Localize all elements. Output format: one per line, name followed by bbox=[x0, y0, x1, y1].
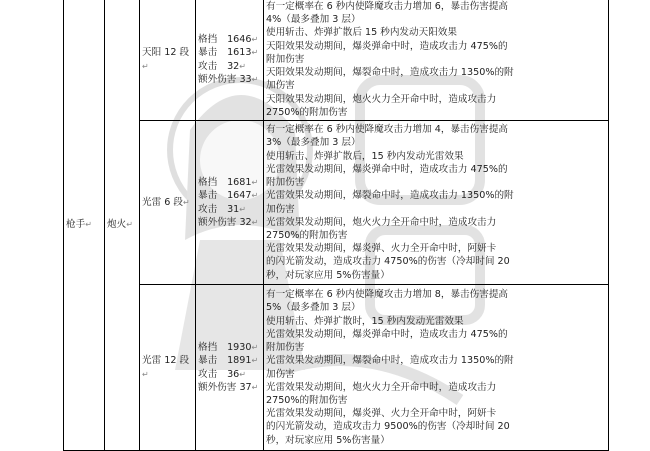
description-line: 秒，对玩家应用 5%伤害量） bbox=[266, 269, 390, 281]
stat-row bbox=[198, 176, 261, 189]
stat-key: 暴击 bbox=[198, 190, 218, 202]
stat-row bbox=[198, 73, 261, 86]
table-row bbox=[64, 0, 609, 121]
paragraph-mark: ↵ bbox=[239, 369, 246, 379]
paragraph-mark: ↵ bbox=[251, 356, 259, 366]
stat-value: 31 bbox=[227, 203, 240, 215]
table-row bbox=[64, 285, 609, 451]
description-line: 2750%的附加伤害 bbox=[266, 106, 348, 118]
stat-row bbox=[198, 189, 261, 202]
paragraph-mark: ↵ bbox=[251, 382, 259, 392]
description-cell bbox=[264, 0, 609, 121]
section-name-cell bbox=[140, 0, 196, 121]
description-line: 光雷效果发动期间，爆炎弹、火力全开命中时，阿妍卡 bbox=[266, 408, 497, 420]
stat-key: 攻击 bbox=[198, 203, 218, 215]
stat-value: 1613 bbox=[227, 47, 252, 59]
paragraph-mark: ↵ bbox=[251, 191, 259, 201]
stat-value: 1681 bbox=[227, 177, 252, 189]
stat-value: 32 bbox=[239, 216, 252, 228]
paragraph-mark: ↵ bbox=[239, 204, 246, 214]
section-name: 光雷 6 段 bbox=[142, 196, 183, 208]
stat-key: 暴击 bbox=[198, 355, 218, 367]
description-line: 加伤害 bbox=[266, 203, 295, 215]
description-line: 天阳效果发动期间，炮火火力全开命中时，造成攻击力 bbox=[266, 93, 497, 105]
paragraph-mark: ↵ bbox=[251, 35, 259, 45]
paragraph-mark: ↵ bbox=[182, 197, 190, 207]
stat-key: 暴击 bbox=[198, 47, 218, 59]
stat-value: 37 bbox=[239, 381, 252, 393]
description-line: 有一定概率在 6 秒内使降魔攻击力增加 8，暴击伤害提高 bbox=[266, 289, 509, 301]
stat-key: 额外伤害 bbox=[198, 381, 237, 393]
paragraph-mark: ↵ bbox=[239, 61, 246, 71]
stat-key: 格挡 bbox=[198, 177, 218, 189]
stat-value: 36 bbox=[227, 368, 240, 380]
description-line: 附加伤害 bbox=[266, 342, 305, 354]
stat-row bbox=[198, 216, 261, 229]
description-line: 加伤害 bbox=[266, 80, 295, 92]
weapon-cell bbox=[105, 0, 140, 451]
description-cell bbox=[264, 285, 609, 451]
stat-key: 格挡 bbox=[198, 34, 218, 46]
stat-key: 格挡 bbox=[198, 342, 218, 354]
stat-row bbox=[198, 46, 261, 59]
description-line: 附加伤害 bbox=[266, 53, 305, 65]
description-line: 使用斩击、炸弹扩散后 15 秒内发动天阳效果 bbox=[266, 27, 457, 39]
description-line: 天阳效果发动期间，爆炎弹命中时，造成攻击力 475%的 bbox=[266, 40, 508, 52]
description-line: 光雷效果发动期间，爆裂命中时，造成攻击力 1350%的附 bbox=[266, 355, 514, 367]
paragraph-mark: ↵ bbox=[142, 61, 149, 71]
description-line: 光雷效果发动期间，爆炎弹命中时，造成攻击力 475%的 bbox=[266, 328, 508, 340]
stat-row bbox=[198, 60, 261, 73]
stats-cell bbox=[196, 285, 264, 451]
stat-value: 1646 bbox=[227, 34, 252, 46]
stat-value: 1647 bbox=[227, 190, 252, 202]
class-cell bbox=[64, 0, 105, 451]
section-name-cell bbox=[140, 285, 196, 451]
stat-value: 33 bbox=[239, 73, 252, 85]
description-line: 加伤害 bbox=[266, 368, 295, 380]
weapon-label: 炮火 bbox=[107, 218, 127, 230]
paragraph-mark: ↵ bbox=[251, 178, 259, 188]
stat-row bbox=[198, 203, 261, 216]
description-line: 附加伤害 bbox=[266, 177, 305, 189]
description-line: 秒，对玩家应用 5%伤害量） bbox=[266, 434, 390, 446]
description-line: 5%（最多叠加 3 层） bbox=[266, 302, 361, 314]
equipment-table bbox=[63, 0, 609, 451]
description-line: 有一定概率在 6 秒内使降魔攻击力增加 6，暴击伤害提高 bbox=[266, 1, 509, 13]
description-line: 光雷效果发动期间，爆炎弹、火力全开命中时，阿妍卡 bbox=[266, 243, 497, 255]
class-label: 枪手 bbox=[66, 218, 86, 230]
stat-row bbox=[198, 341, 261, 354]
stat-value: 1930 bbox=[227, 342, 252, 354]
stat-key: 额外伤害 bbox=[198, 73, 237, 85]
description-line: 3%（最多叠加 3 层） bbox=[266, 137, 361, 149]
paragraph-mark: ↵ bbox=[251, 48, 259, 58]
table-row bbox=[64, 121, 609, 285]
paragraph-mark: ↵ bbox=[251, 343, 259, 353]
paragraph-mark: ↵ bbox=[85, 219, 92, 229]
stat-key: 额外伤害 bbox=[198, 216, 237, 228]
paragraph-mark: ↵ bbox=[251, 217, 259, 227]
description-line: 2750%的附加伤害 bbox=[266, 394, 348, 406]
paragraph-mark: ↵ bbox=[126, 219, 133, 229]
section-name: 光雷 12 段 bbox=[142, 355, 190, 367]
stats-cell bbox=[196, 0, 264, 121]
description-line: 使用斩击、炸弹扩散时，15 秒内发动光雷效果 bbox=[266, 315, 464, 327]
stat-key: 攻击 bbox=[198, 60, 218, 72]
paragraph-mark: ↵ bbox=[251, 74, 259, 84]
paragraph-mark: ↵ bbox=[142, 369, 149, 379]
description-line: 光雷效果发动期间，炮火火力全开命中时，造成攻击力 bbox=[266, 381, 497, 393]
stat-row bbox=[198, 368, 261, 381]
stat-row bbox=[198, 354, 261, 367]
description-line: 4%（最多叠加 3 层） bbox=[266, 14, 361, 26]
stat-row bbox=[198, 33, 261, 46]
description-line: 光雷效果发动期间，炮火火力全开命中时，造成攻击力 bbox=[266, 216, 497, 228]
stat-row bbox=[198, 381, 261, 394]
description-cell bbox=[264, 121, 609, 285]
stats-cell bbox=[196, 121, 264, 285]
description-line: 光雷效果发动期间，爆裂命中时，造成攻击力 1350%的附 bbox=[266, 190, 514, 202]
description-line: 的闪光箭发动，造成攻击力 9500%的伤害（冷却时间 20 bbox=[266, 421, 510, 433]
description-line: 的闪光箭发动，造成攻击力 4750%的伤害（冷却时间 20 bbox=[266, 256, 510, 268]
stat-value: 1891 bbox=[227, 355, 252, 367]
description-line: 光雷效果发动期间，爆炎弹命中时，造成攻击力 475%的 bbox=[266, 163, 508, 175]
description-line: 有一定概率在 6 秒内使降魔攻击力增加 4，暴击伤害提高 bbox=[266, 124, 509, 136]
description-line: 使用斩击、炸弹扩散后，15 秒内发动光雷效果 bbox=[266, 150, 464, 162]
stat-key: 攻击 bbox=[198, 368, 218, 380]
stat-value: 32 bbox=[227, 60, 240, 72]
section-name-cell bbox=[140, 121, 196, 285]
description-line: 天阳效果发动期间，爆裂命中时，造成攻击力 1350%的附 bbox=[266, 67, 514, 79]
description-line: 2750%的附加伤害 bbox=[266, 229, 348, 241]
section-name: 天阳 12 段 bbox=[142, 47, 190, 59]
